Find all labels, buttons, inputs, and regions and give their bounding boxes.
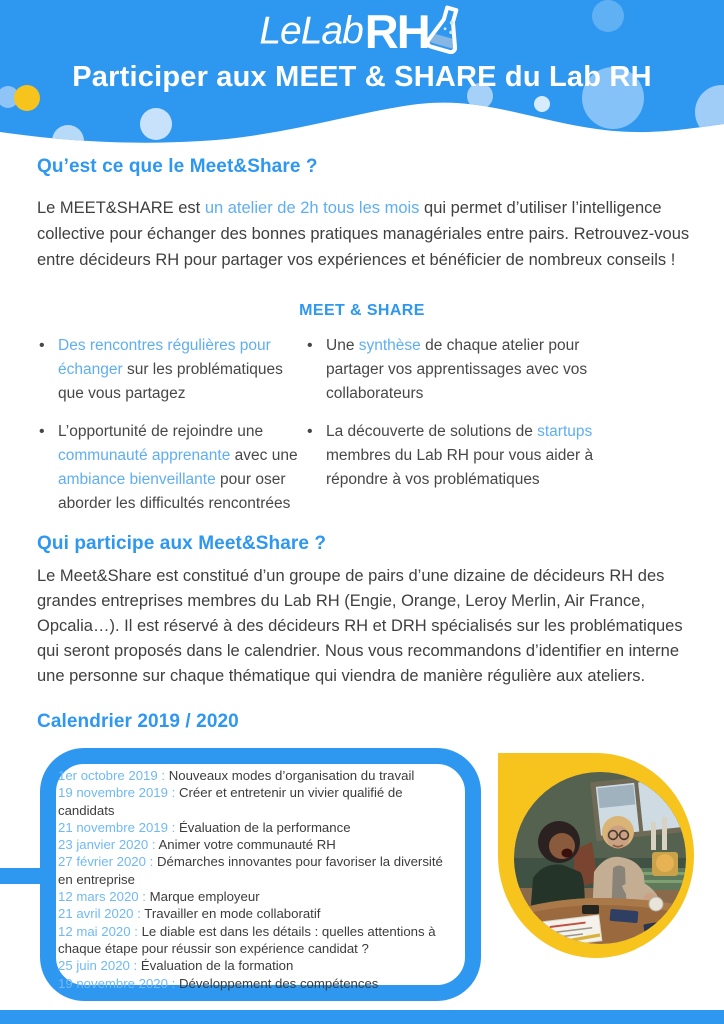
calendar-item (58, 923, 461, 958)
text-segment: de chaque atelier pour partager vos apprentissages avec vos collaborateurs (326, 337, 588, 402)
meeting-photo-illustration (514, 772, 686, 944)
calendar-box (40, 748, 481, 1001)
section-heading-calendar: Calendrier 2019 / 2020 (37, 711, 239, 732)
calendar-topic: Travailler en mode collaboratif (144, 906, 321, 922)
paragraph-what (37, 195, 705, 273)
calendar-date: 12 mars 2020 : (58, 889, 146, 905)
calendar-date: 25 juin 2020 : (58, 958, 138, 974)
calendar-topic: Démarches innovantes pour favoriser la diversité en entreprise (58, 854, 443, 887)
calendar-item (58, 975, 461, 992)
text-segment: membres du Lab RH pour vous aider à répondre à vos problématiques (326, 447, 594, 488)
text-segment: qui permet d’utiliser l’intelligence collective pour échanger des bonnes pratiques managériales entre pairs. Retrouvez-vous entre décideurs RH pour partager vos expériences et bénéficier de nombreux conseils ! (37, 199, 690, 269)
calendar-item (58, 767, 461, 784)
calendar-date: 12 mai 2020 : (58, 923, 138, 939)
benefits-list-left (37, 334, 305, 530)
benefits-columns (37, 334, 687, 530)
calendar-date: 27 février 2020 : (58, 854, 154, 870)
text-segment: L’opportunité de rejoindre une (58, 423, 264, 440)
calendar-topic: Marque employeur (149, 889, 260, 905)
flask-icon (427, 4, 465, 54)
calendar-list (56, 764, 465, 992)
text-segment: La découverte de solutions de (326, 423, 538, 440)
list-item (305, 420, 605, 492)
calendar-item (58, 819, 461, 836)
text-segment: Le MEET&SHARE est (37, 199, 205, 217)
list-item (37, 334, 305, 406)
logo-lelab-text: LeLab (259, 9, 363, 53)
calendar-topic: Développement des compétences (178, 975, 379, 991)
text-segment: un atelier de 2h tous les mois (204, 199, 420, 217)
logo-rh-text: RH (364, 5, 429, 58)
text-segment: Des rencontres régulières pour échanger (58, 337, 271, 378)
calendar-date: 1er octobre 2019 : (58, 768, 166, 783)
calendar-item (58, 853, 461, 888)
section-heading-what: Qu’est ce que le Meet&Share ? (37, 156, 318, 177)
list-item (37, 420, 305, 516)
calendar-date: 21 novembre 2019 : (58, 819, 176, 835)
photo-blob (498, 753, 694, 958)
list-item (305, 334, 605, 406)
page-title: Participer aux MEET & SHARE du Lab RH (72, 61, 652, 93)
calendar-topic: Évaluation de la performance (178, 819, 351, 835)
calendar-item (58, 905, 461, 922)
bubble (534, 96, 550, 112)
text-segment: startups (537, 423, 593, 440)
calendar-topic: Le diable est dans les détails : quelles attentions à chaque étape pour réussir son expérience candidat ? (58, 923, 436, 956)
text-segment: Une (326, 337, 359, 354)
meeting-photo (514, 772, 686, 944)
calendar-date: 19 novembre 2020 : (58, 975, 176, 991)
calendar-item (58, 784, 461, 819)
calendar-item (58, 957, 461, 974)
section-heading-who: Qui participe aux Meet&Share ? (37, 533, 327, 554)
calendar-date: 21 avril 2020 : (58, 906, 141, 922)
benefits-list-right (305, 334, 605, 530)
text-segment: sur les problématiques que vous partagez (58, 361, 283, 402)
calendar-date: 19 novembre 2019 : (58, 785, 176, 801)
text-segment: pour oser aborder les difficultés rencontrées (58, 471, 291, 512)
text-segment: synthèse (358, 337, 421, 354)
text-segment: communauté apprenante (58, 447, 231, 464)
text-segment: ambiance bienveillante (58, 471, 216, 488)
paragraph-who: Le Meet&Share est constitué d’un groupe de pairs d’une dizaine de décideurs RH des grandes entreprises membres du Lab RH (Engie, Orange, Leroy Merlin, Air France, Opcalia…). Il est réservé à des décideurs RH et DRH spécialisés sur les problématiques qui seront proposés dans le calendrier. Nous vous recommandons d’identifier en interne une personne sur chaque thématique qui viendra de manière régulière aux ateliers. (37, 567, 683, 685)
footer-bar (0, 1010, 724, 1024)
text-segment: avec une (230, 447, 298, 464)
calendar-topic: Évaluation de la formation (140, 958, 294, 974)
meet-share-label: MEET & SHARE (299, 302, 425, 319)
calendar-date: 23 janvier 2020 : (58, 837, 156, 853)
calendar-topic: Nouveaux modes d’organisation du travail (168, 768, 415, 783)
calendar-item (58, 836, 461, 853)
lelab-rh-logo (0, 4, 724, 59)
calendar-topic: Animer votre communauté RH (158, 837, 336, 853)
calendar-topic: Créer et entretenir un vivier qualifié de candidats (58, 785, 403, 818)
calendar-item (58, 888, 461, 905)
header-banner (0, 0, 724, 150)
bubble (140, 108, 172, 140)
